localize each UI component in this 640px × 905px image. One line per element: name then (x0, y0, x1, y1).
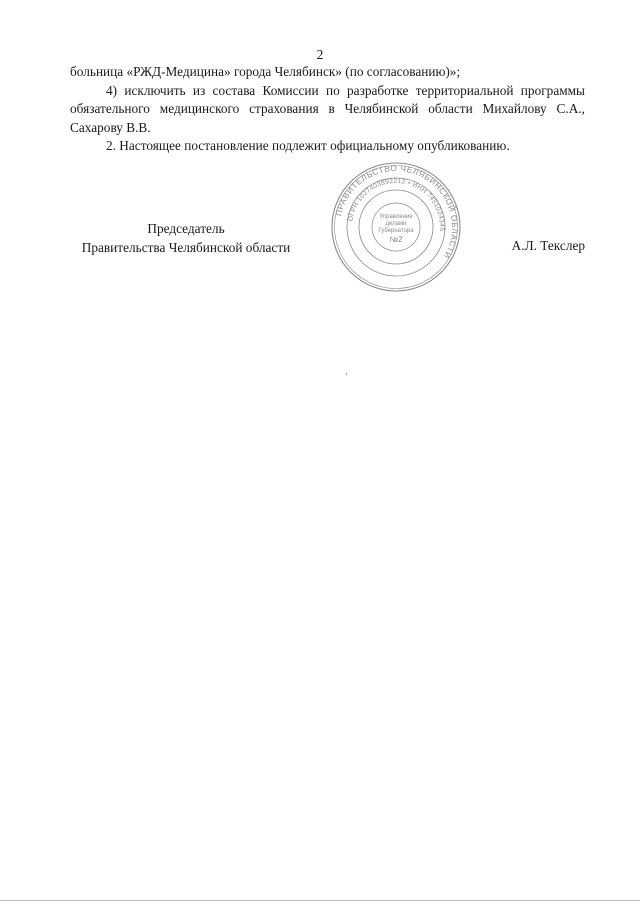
seal-inner-ring (359, 190, 433, 264)
page-bottom-edge (0, 900, 640, 901)
signatory-name: А.Л. Текслер (511, 238, 585, 253)
signatory-title-line-2: Правительства Челябинской области (81, 239, 291, 255)
scan-speck (346, 373, 347, 375)
seal-inner-text: ОГРН 1027403892212 • ИНН 7451024345 (347, 177, 446, 232)
seal-center-line-1: Управление (379, 214, 413, 220)
seal-center-line-2: делами (385, 221, 407, 227)
seal-center-line-3: Губернатора (378, 228, 414, 234)
official-seal-stamp (329, 160, 463, 294)
seal-center-number: №2 (389, 235, 403, 244)
signatory-title-line-1: Председатель (147, 221, 225, 236)
seal-outer-text: ПРАВИТЕЛЬСТВО ЧЕЛЯБИНСКОЙ ОБЛАСТИ (334, 163, 460, 261)
signatory-title (70, 220, 302, 257)
paragraph-item-4: 4) исключить из состава Комиссии по разработке территориальной программы обязательного медицинского страхования в Челябинской области Михайлову С.А., Сахарову В.В. (70, 82, 585, 135)
page-number: 2 (316, 47, 324, 62)
document-body (70, 63, 585, 156)
paragraph-continuation: больница «РЖД-Медицина» города Челябинск» (по согласованию)»; (70, 64, 461, 79)
paragraph-publication: 2. Настоящее постановление подлежит официальному опубликованию. (106, 138, 510, 153)
